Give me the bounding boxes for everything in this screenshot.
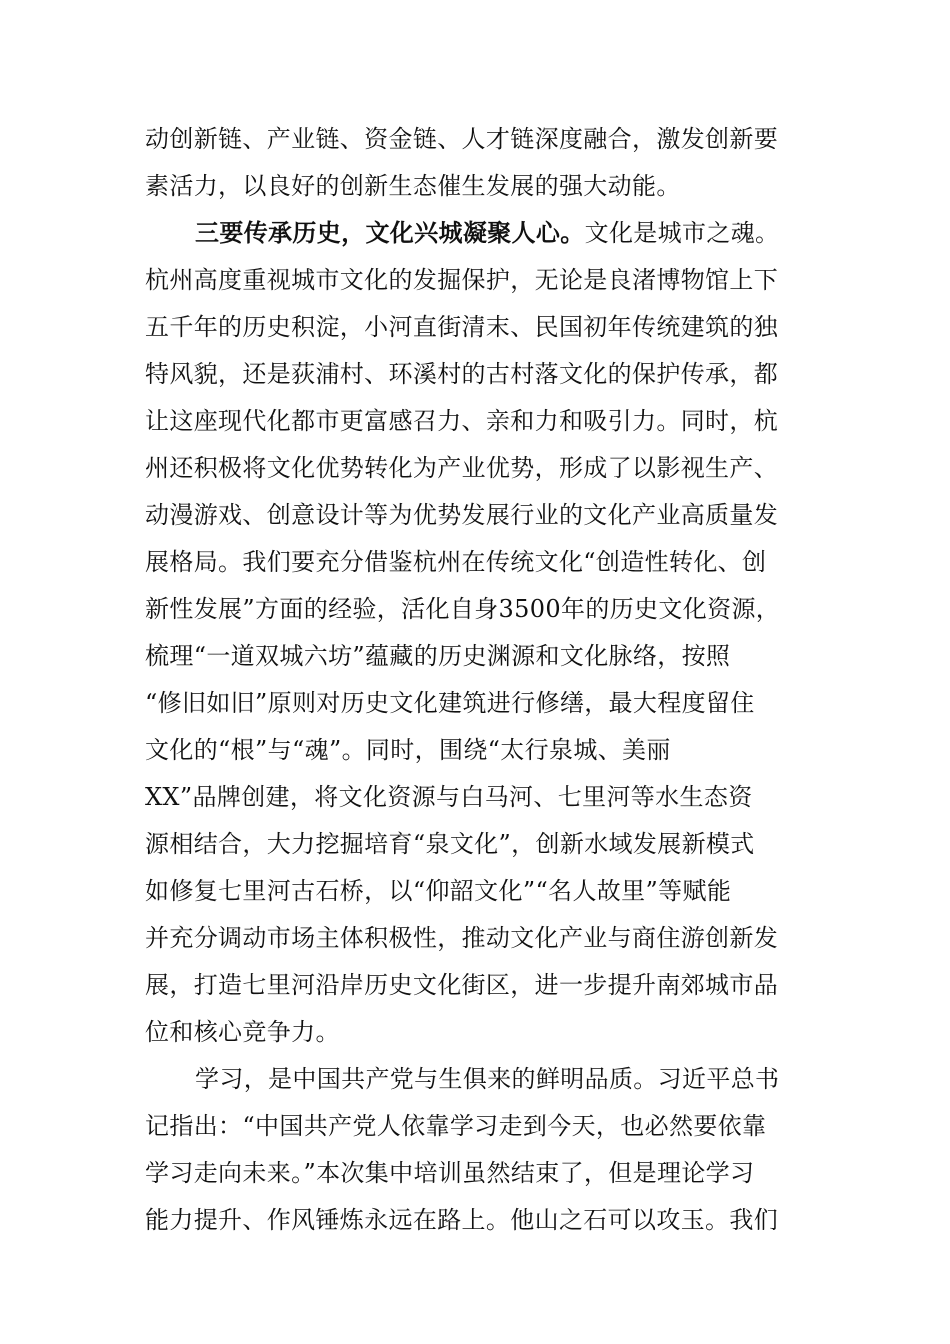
text-line: 记指出：“中国共产党人依靠学习走到今天，也必然要依靠 xyxy=(145,1112,767,1140)
text-line: 学习，是中国共产党与生俱来的鲜明品质。习近平总书 xyxy=(195,1065,780,1093)
text-line: 并充分调动市场主体积极性，推动文化产业与商住游创新发 xyxy=(145,924,779,952)
text-line: 新性发展”方面的经验，活化自身3500年的历史文化资源， xyxy=(145,595,781,623)
text-line: XX”品牌创建，将文化资源与白马河、七里河等水生态资 xyxy=(145,783,753,811)
text-line: 展，打造七里河沿岸历史文化街区，进一步提升南郊城市品 xyxy=(145,971,779,999)
text-line: 位和核心竞争力。 xyxy=(145,1018,340,1046)
text-line: 五千年的历史积淀，小河直街清末、民国初年传统建筑的独 xyxy=(145,313,779,341)
text-line: 文化的“根”与“魂”。同时，围绕“太行泉城、美丽 xyxy=(145,736,671,764)
text-line: 源相结合，大力挖掘培育“泉文化”，创新水域发展新模式 xyxy=(145,830,755,858)
text-line: 素活力，以良好的创新生态催生发展的强大动能。 xyxy=(145,172,681,200)
text-line: “修旧如旧”原则对历史文化建筑进行修缮，最大程度留住 xyxy=(145,689,755,717)
text-line: 让这座现代化都市更富感召力、亲和力和吸引力。同时，杭 xyxy=(145,407,779,435)
paragraph-heading-line xyxy=(195,217,875,249)
text-line: 如修复七里河古石桥，以“仰韶文化”“名人故里”等赋能 xyxy=(145,877,732,905)
text-line: 杭州高度重视城市文化的发掘保护，无论是良渚博物馆上下 xyxy=(145,266,779,294)
text-line: 动漫游戏、创意设计等为优势发展行业的文化产业高质量发 xyxy=(145,501,779,529)
text-line: 特风貌，还是荻浦村、环溪村的古村落文化的保护传承，都 xyxy=(145,360,779,388)
text-line: 学习走向未来。”本次集中培训虽然结束了，但是理论学习 xyxy=(145,1159,755,1187)
text-line: 梳理“一道双城六坊”蕴藏的历史渊源和文化脉络，按照 xyxy=(145,642,731,670)
text-line: 州还积极将文化优势转化为产业优势，形成了以影视生产、 xyxy=(145,454,779,482)
text-line: 能力提升、作风锤炼永远在路上。他山之石可以攻玉。我们 xyxy=(145,1206,779,1234)
text-line: 文化是城市之魂。 xyxy=(584,219,780,247)
text-line: 动创新链、产业链、资金链、人才链深度融合，激发创新要 xyxy=(145,125,779,153)
section-heading: 三要传承历史，文化兴城凝聚人心。 xyxy=(195,218,585,247)
text-line: 展格局。我们要充分借鉴杭州在传统文化“创造性转化、创 xyxy=(145,548,767,576)
